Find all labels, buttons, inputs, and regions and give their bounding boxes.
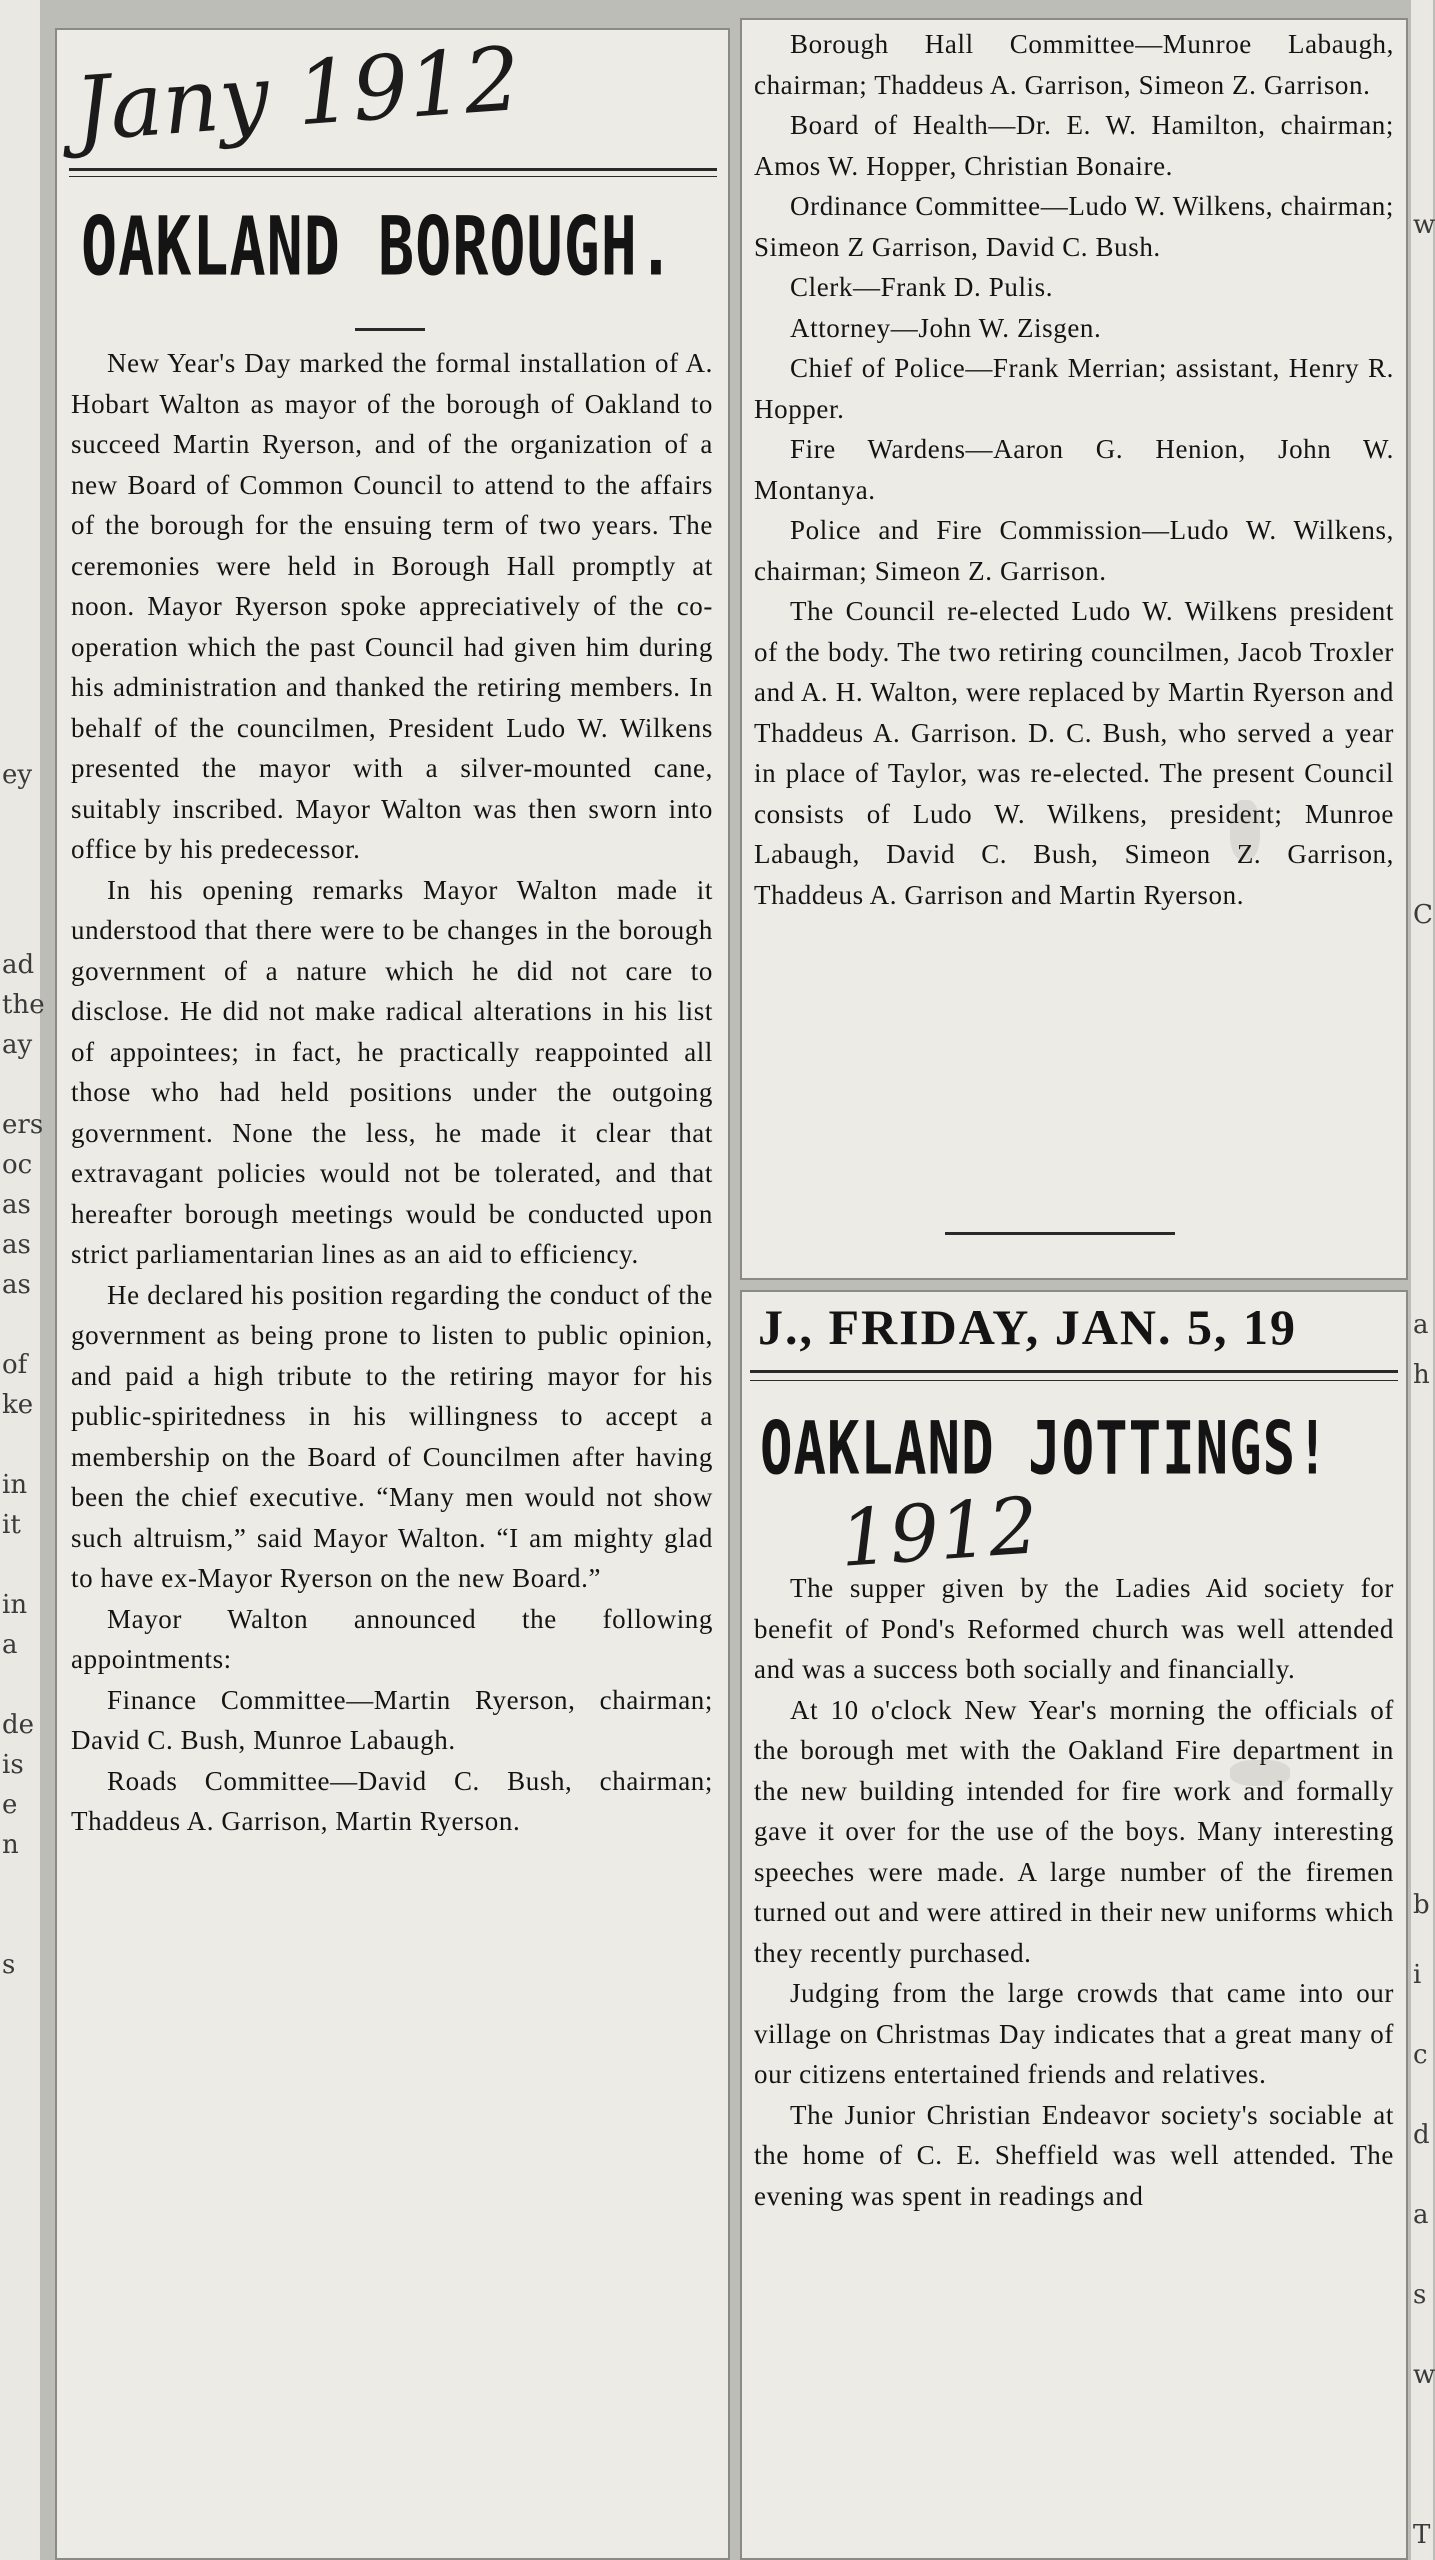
edge-text-fragment: of (2, 1350, 28, 1380)
paragraph: In his opening remarks Mayor Walton made it understood that there were to be changes in the borough government of a nature which he did not care to disclose. He did not make radical alterations in his list of appointees; in fact, he practically reappointed all those who had held positions under the outgoing government. None the less, he made it clear that extravagant policies would not be tolerated, and that hereafter borough meetings would be conducted upon strict parliamentarian lines as an aid to efficiency. (71, 874, 713, 1269)
clipping-oakland-borough (55, 28, 730, 2560)
end-rule (945, 1232, 1175, 1235)
newspaper-dateline: J., FRIDAY, JAN. 5, 19 (758, 1299, 1297, 1355)
edge-text-fragment: ey (2, 760, 33, 790)
edge-text-fragment: ay (2, 1030, 33, 1060)
headline-divider (355, 328, 425, 331)
dateline-rule (750, 1370, 1398, 1373)
top-rule-thin (69, 176, 717, 177)
paragraph: Mayor Walton announced the following appointments: (71, 1603, 713, 1674)
edge-text-fragment: it (2, 1510, 21, 1540)
headline-oakland-jottings: OAKLAND JOTTINGS! (760, 1406, 1330, 1492)
edge-text-fragment: b (1413, 1890, 1430, 1920)
edge-text-fragment: de (2, 1710, 35, 1740)
edge-text-fragment: h (1413, 1360, 1430, 1390)
paragraph: At 10 o'clock New Year's morning the officials of the borough met with the Oakland Fire department in the new building intended for fire work and formally gave it over for the use of the boys. Many interesting speeches were made. A large number of the firemen turned out and were attired in their new uniforms which they recently purchased. (754, 1694, 1394, 1968)
edge-text-fragment: oc (2, 1150, 33, 1180)
edge-text-fragment: in (2, 1590, 28, 1620)
scan-smudge (1230, 1760, 1290, 1786)
edge-text-fragment: w (1413, 2360, 1435, 2390)
top-rule (69, 168, 717, 171)
article-body-left (71, 343, 713, 1842)
paragraph: Judging from the large crowds that came into our village on Christmas Day indicates that a great many of our citizens entertained friends and relatives. (754, 1978, 1394, 2089)
article-body-right-top (754, 24, 1394, 915)
clipping-oakland-jottings (740, 1290, 1408, 2560)
handwritten-year: 1912 (836, 1481, 1042, 1585)
article-body-right-bottom (754, 1568, 1394, 2216)
edge-text-fragment: ke (2, 1390, 34, 1420)
edge-text-fragment: s (1413, 2280, 1427, 2310)
paragraph: Police and Fire Commission—Ludo W. Wilkens, chairman; Simeon Z. Garrison. (754, 515, 1394, 586)
headline-oakland-borough: OAKLAND BOROUGH. (81, 200, 675, 295)
paragraph: Ordinance Committee—Ludo W. Wilkens, chairman; Simeon Z Garrison, David C. Bush. (754, 191, 1394, 262)
edge-text-fragment: in (2, 1470, 28, 1500)
edge-text-fragment: as (2, 1190, 31, 1220)
paragraph: Clerk—Frank D. Pulis. (790, 272, 1054, 302)
edge-text-fragment: the (2, 990, 45, 1020)
paragraph: Fire Wardens—Aaron G. Henion, John W. Montanya. (754, 434, 1394, 505)
edge-text-fragment: c (1413, 2040, 1428, 2070)
paragraph: He declared his position regarding the conduct of the government as being prone to listen to public opinion, and paid a high tribute to the retiring mayor for his public-spiritedness in his willingness to accept a membership on the Board of Councilmen after having been the chief executive. “Many men would not show such altruism,” said Mayor Walton. “I am mighty glad to have ex-Mayor Ryerson on the new Board.” (71, 1279, 713, 1593)
edge-text-fragment: d (1413, 2120, 1430, 2150)
clipping-appointments-continued (740, 18, 1408, 1280)
edge-text-fragment: as (2, 1270, 31, 1300)
edge-text-fragment: as (2, 1230, 31, 1260)
edge-text-fragment: is (2, 1750, 24, 1780)
edge-text-fragment: a (2, 1630, 18, 1660)
handwritten-date: Jany 1912 (71, 27, 524, 161)
scan-smudge (1230, 800, 1260, 860)
paragraph: Attorney—John W. Zisgen. (790, 312, 1102, 343)
paragraph: Board of Health—Dr. E. W. Hamilton, chairman; Amos W. Hopper, Christian Bonaire. (754, 110, 1394, 181)
edge-text-fragment: a (1413, 1310, 1429, 1340)
edge-text-fragment: C (1413, 900, 1433, 930)
edge-text-fragment: w (1413, 210, 1435, 240)
edge-text-fragment: n (2, 1830, 19, 1860)
edge-text-fragment: ad (2, 950, 35, 980)
paragraph: Chief of Police—Frank Merrian; assistant, Henry R. Hopper. (754, 353, 1394, 424)
paragraph: The Junior Christian Endeavor society's sociable at the home of C. E. Sheffield was well attended. The evening was spent in readings and (754, 2099, 1394, 2211)
edge-text-fragment: s (2, 1950, 16, 1980)
dateline-rule-thin (750, 1380, 1398, 1381)
edge-text-fragment: ers (2, 1110, 44, 1140)
edge-text-fragment: a (1413, 2200, 1429, 2230)
paragraph: The Council re-elected Ludo W. Wilkens president of the body. The two retiring councilmen, Jacob Troxler and A. H. Walton, were replaced by Martin Ryerson and Thaddeus A. Garrison. D. C. Bush, who served a year in place of Taylor, was re-elected. The present Council consists of Ludo W. Wilkens, president; Munroe Labaugh, David C. Bush, Simeon Z. Garrison, Thaddeus A. Garrison and Martin Ryerson. (754, 596, 1394, 910)
edge-text-fragment: e (2, 1790, 18, 1820)
paragraph: Borough Hall Committee—Munroe Labaugh, chairman; Thaddeus A. Garrison, Simeon Z. Garrison. (754, 29, 1394, 100)
paragraph: The supper given by the Ladies Aid society for benefit of Pond's Reformed church was well attended and was a success both socially and financially. (754, 1573, 1394, 1684)
edge-text-fragment: i (1413, 1960, 1422, 1990)
paragraph: Finance Committee—Martin Ryerson, chairman; David C. Bush, Munroe Labaugh. (71, 1684, 713, 1755)
paragraph: Roads Committee—David C. Bush, chairman; Thaddeus A. Garrison, Martin Ryerson. (71, 1765, 713, 1836)
right-page-edge (1411, 0, 1433, 2560)
edge-text-fragment: T (1413, 2520, 1431, 2550)
paragraph: New Year's Day marked the formal installation of A. Hobart Walton as mayor of the borough of Oakland to succeed Martin Ryerson, and of the organization of a new Board of Common Council to attend to the affairs of the borough for the ensuing term of two years. The ceremonies were held in Borough Hall promptly at noon. Mayor Ryerson spoke appreciatively of the co-operation which the past Council had given him during his administration and thanked the retiring members. In behalf of the councilmen, President Ludo W. Wilkens presented the mayor with a silver-mounted cane, suitably inscribed. Mayor Walton was then sworn into office by his predecessor. (71, 348, 713, 864)
